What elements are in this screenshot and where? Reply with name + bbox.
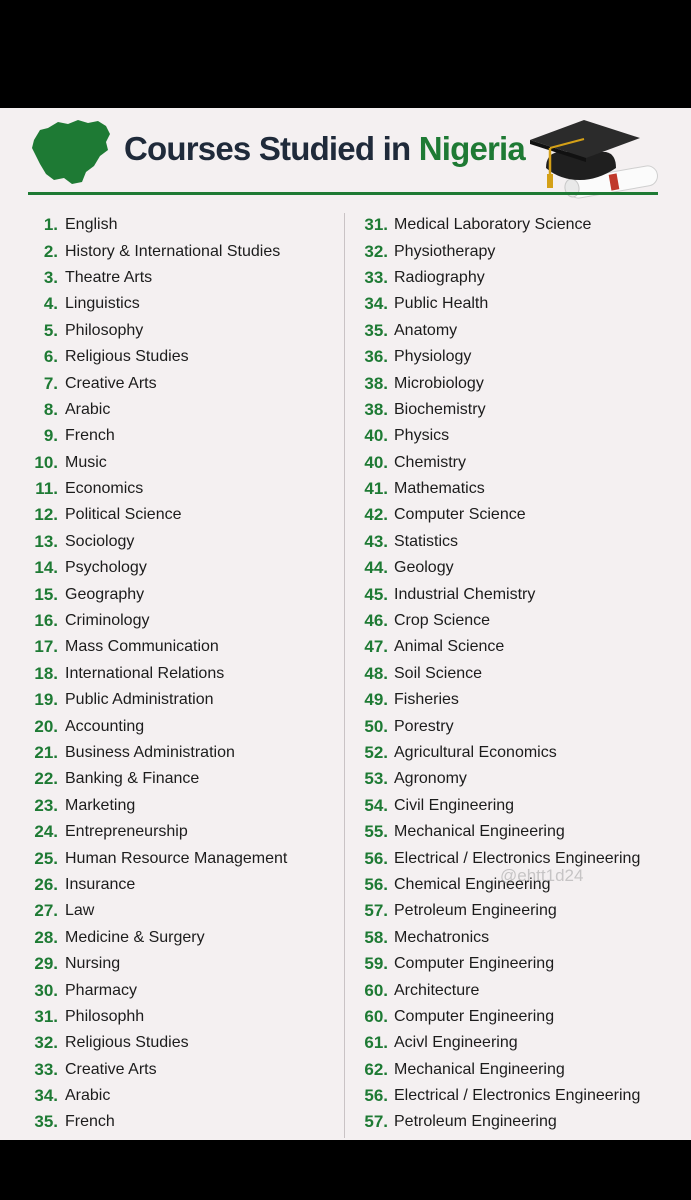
list-item — [18, 898, 287, 924]
nigeria-map-icon — [28, 116, 114, 188]
list-item — [352, 397, 640, 423]
list-item — [18, 687, 287, 713]
list-item — [18, 1057, 287, 1083]
watermark: @ehtt1d24 — [500, 866, 584, 885]
item-number: 56. — [364, 848, 388, 868]
item-number: 43. — [364, 531, 388, 551]
item-number: 14. — [34, 558, 58, 578]
item-number: 58. — [364, 927, 388, 947]
list-item — [18, 238, 287, 264]
course-name: Economics — [65, 480, 144, 498]
list-item — [352, 555, 640, 581]
list-item — [352, 845, 640, 871]
list-item — [352, 344, 640, 370]
course-name: Criminology — [65, 612, 150, 630]
course-name: History & International Studies — [65, 242, 281, 260]
course-name: Music — [65, 453, 107, 471]
course-name: Arabic — [65, 400, 111, 418]
item-number: 10. — [34, 452, 58, 472]
item-number: 6. — [43, 347, 58, 367]
list-item — [18, 423, 287, 449]
list-item — [352, 1004, 640, 1030]
item-number: 24. — [34, 822, 58, 842]
list-item — [18, 344, 287, 370]
course-name: Theatre Arts — [65, 268, 153, 286]
course-name: Fisheries — [394, 691, 459, 709]
item-number: 21. — [34, 743, 58, 762]
item-number: 18. — [34, 663, 58, 683]
list-item — [352, 212, 640, 238]
item-number: 32. — [34, 1033, 58, 1053]
item-number: 34. — [364, 294, 388, 314]
item-number: 2. — [43, 241, 58, 261]
header — [0, 108, 691, 203]
item-number: 9. — [43, 426, 58, 446]
item-number: 48. — [364, 663, 388, 683]
course-name: Biochemistry — [394, 400, 486, 418]
list-item — [18, 370, 287, 396]
list-item — [18, 1083, 287, 1109]
list-item — [18, 872, 287, 898]
list-item — [352, 793, 640, 819]
course-list-right — [352, 212, 640, 1136]
item-number: 60. — [364, 1006, 388, 1026]
course-name: International Relations — [65, 664, 225, 682]
item-number: 55. — [364, 822, 388, 842]
list-item — [352, 687, 640, 713]
course-name: Anatomy — [394, 321, 458, 339]
list-item — [18, 713, 287, 739]
page-title — [124, 130, 525, 168]
title-underline — [28, 192, 658, 195]
course-name: Linguistics — [65, 295, 140, 313]
item-number: 31. — [34, 1006, 58, 1026]
course-name: Civil Engineering — [394, 796, 515, 814]
course-name: Mechanical Engineering — [394, 823, 565, 841]
item-number: 57. — [364, 901, 388, 921]
course-name: Law — [65, 902, 95, 920]
list-item — [18, 793, 287, 819]
item-number: 19. — [34, 690, 58, 710]
list-item — [18, 925, 287, 951]
item-number: 56. — [364, 874, 388, 894]
course-name: Accounting — [65, 717, 145, 735]
item-number: 62. — [364, 1059, 388, 1079]
item-number: 33. — [34, 1059, 58, 1079]
item-number: 31. — [364, 215, 388, 235]
list-item — [352, 450, 640, 476]
course-name: Medical Laboratory Science — [394, 216, 592, 234]
list-item — [352, 476, 640, 502]
course-name: Creative Arts — [65, 374, 157, 392]
item-number: 29. — [34, 954, 58, 974]
course-name: Radiography — [394, 268, 485, 286]
course-name: French — [65, 427, 115, 445]
list-item — [352, 1030, 640, 1056]
list-item — [352, 951, 640, 977]
list-item — [18, 951, 287, 977]
list-item — [18, 450, 287, 476]
item-number: 38. — [364, 399, 388, 419]
course-name: Nursing — [65, 955, 121, 973]
list-item — [352, 766, 640, 792]
item-number: 40. — [364, 426, 388, 446]
course-name: Political Science — [65, 506, 182, 524]
item-number: 13. — [34, 531, 58, 551]
list-item — [352, 819, 640, 845]
item-number: 28. — [34, 927, 58, 947]
item-number: 25. — [34, 848, 58, 868]
item-number: 7. — [43, 373, 58, 393]
course-name: Mass Communication — [65, 638, 219, 656]
list-item — [18, 318, 287, 344]
list-item — [18, 265, 287, 291]
course-name: Electrical / Electronics Engineering — [394, 849, 641, 867]
list-item — [352, 370, 640, 396]
list-item — [18, 555, 287, 581]
item-number: 54. — [364, 795, 388, 815]
list-item — [352, 291, 640, 317]
item-number: 33. — [364, 267, 388, 287]
item-number: 12. — [34, 505, 58, 525]
list-item — [18, 661, 287, 687]
list-item — [352, 265, 640, 291]
item-number: 15. — [34, 584, 58, 604]
course-name: Religious Studies — [65, 348, 189, 366]
list-item — [352, 713, 640, 739]
title-highlight: Nigeria — [418, 130, 525, 167]
list-item — [352, 608, 640, 634]
item-number: 57. — [364, 1112, 388, 1132]
item-number: 59. — [364, 954, 388, 974]
item-number: 16. — [34, 611, 58, 631]
item-number: 5. — [43, 320, 58, 340]
list-item — [352, 581, 640, 607]
course-name: Entrepreneurship — [65, 823, 188, 841]
course-name: Business Administration — [65, 744, 235, 761]
course-name: Agronomy — [394, 770, 467, 788]
course-name: Electrical / Electronics Engineering — [394, 1087, 641, 1105]
course-name: Philosophh — [65, 1007, 145, 1025]
item-number: 40. — [364, 452, 388, 472]
course-name: Computer Science — [394, 506, 526, 524]
list-item — [352, 925, 640, 951]
list-item — [18, 476, 287, 502]
course-name: Microbiology — [394, 374, 484, 392]
item-number: 44. — [364, 558, 388, 578]
list-item — [18, 212, 287, 238]
item-number: 60. — [364, 980, 388, 1000]
item-number: 26. — [34, 874, 58, 894]
course-name: Public Administration — [65, 691, 214, 709]
course-name: Mechatronics — [394, 928, 490, 946]
list-item — [18, 608, 287, 634]
list-item — [18, 502, 287, 528]
course-name: Geology — [394, 559, 454, 577]
list-item — [18, 740, 287, 766]
list-item — [352, 1057, 640, 1083]
course-name: Porestry — [394, 717, 454, 735]
list-item — [352, 502, 640, 528]
item-number: 20. — [34, 716, 58, 736]
list-item — [18, 977, 287, 1003]
course-name: Philosophy — [65, 321, 144, 339]
item-number: 23. — [34, 795, 58, 815]
list-item — [352, 740, 640, 766]
list-item — [18, 397, 287, 423]
list-item — [18, 766, 287, 792]
list-item — [18, 819, 287, 845]
item-number: 56. — [364, 1086, 388, 1106]
course-name: Mechanical Engineering — [394, 1060, 565, 1078]
course-name: Industrial Chemistry — [394, 585, 536, 603]
course-name: Pharmacy — [65, 981, 138, 999]
title-main: Courses Studied in — [124, 130, 419, 167]
item-number: 22. — [34, 769, 58, 789]
list-item — [352, 318, 640, 344]
course-name: Soil Science — [394, 664, 483, 682]
course-name: Architecture — [394, 981, 480, 999]
course-list-left — [18, 212, 287, 1136]
course-name: Computer Engineering — [394, 955, 555, 973]
course-name: Marketing — [65, 796, 136, 814]
item-number: 41. — [364, 479, 388, 499]
item-number: 1. — [43, 215, 58, 235]
course-name: Mathematics — [394, 480, 485, 498]
item-number: 47. — [364, 637, 388, 657]
course-name: Insurance — [65, 875, 136, 893]
course-name: Human Resource Management — [65, 849, 288, 867]
item-number: 42. — [364, 505, 388, 525]
list-item — [352, 423, 640, 449]
list-item — [352, 977, 640, 1003]
item-number: 8. — [43, 399, 58, 419]
course-name: Statistics — [394, 532, 459, 550]
item-number: 35. — [364, 320, 388, 340]
item-number: 35. — [34, 1112, 58, 1132]
list-item — [18, 1030, 287, 1056]
course-name: Banking & Finance — [65, 770, 200, 788]
list-item — [18, 1004, 287, 1030]
list-item — [18, 291, 287, 317]
list-item — [18, 581, 287, 607]
course-name: Physics — [394, 427, 450, 445]
item-number: 50. — [364, 716, 388, 736]
course-name: Geography — [65, 585, 145, 603]
course-name: Petroleum Engineering — [394, 1113, 557, 1131]
course-name: Medicine & Surgery — [65, 928, 205, 946]
item-number: 30. — [34, 980, 58, 1000]
column-divider — [344, 213, 345, 1138]
item-number: 34. — [34, 1086, 58, 1106]
course-name: French — [65, 1113, 115, 1131]
item-number: 36. — [364, 347, 388, 367]
item-number: 17. — [34, 637, 58, 657]
course-name: Chemistry — [394, 453, 467, 471]
item-number: 11. — [35, 479, 58, 499]
course-name: Acivl Engineering — [394, 1034, 518, 1052]
item-number: 4. — [43, 294, 58, 314]
course-name: Chemical Engineering — [394, 875, 551, 893]
course-name: Religious Studies — [65, 1034, 189, 1052]
item-number: 27. — [34, 901, 58, 921]
course-name: Physiology — [394, 348, 472, 366]
infographic-card — [0, 108, 691, 1140]
list-item — [352, 529, 640, 555]
item-number: 46. — [364, 611, 388, 631]
course-name: Physiotherapy — [394, 242, 496, 260]
course-name: Arabic — [65, 1087, 111, 1105]
list-item — [18, 845, 287, 871]
graduation-cap-icon — [528, 116, 663, 204]
item-number: 53. — [364, 769, 388, 789]
course-name: Computer Engineering — [394, 1007, 555, 1025]
list-item — [352, 661, 640, 687]
course-name: Psychology — [65, 559, 147, 577]
list-item — [18, 529, 287, 555]
list-item — [18, 634, 287, 660]
item-number: 52. — [364, 743, 388, 762]
item-number: 38. — [364, 373, 388, 393]
course-name: Creative Arts — [65, 1060, 157, 1078]
course-name: Public Health — [394, 295, 489, 313]
list-item — [18, 1109, 287, 1135]
course-name: Agricultural Economics — [394, 744, 557, 761]
course-name: Animal Science — [394, 638, 505, 656]
item-number: 61. — [364, 1033, 388, 1053]
item-number: 32. — [364, 241, 388, 261]
course-name: Crop Science — [394, 612, 491, 630]
list-item — [352, 1083, 640, 1109]
list-item — [352, 634, 640, 660]
course-name: Sociology — [65, 532, 135, 550]
list-item — [352, 1109, 640, 1135]
item-number: 3. — [43, 267, 58, 287]
list-item — [352, 898, 640, 924]
list-item — [352, 238, 640, 264]
list-item — [352, 872, 640, 898]
item-number: 49. — [364, 690, 388, 710]
course-name: English — [65, 216, 118, 234]
item-number: 45. — [364, 584, 388, 604]
course-name: Petroleum Engineering — [394, 902, 557, 920]
